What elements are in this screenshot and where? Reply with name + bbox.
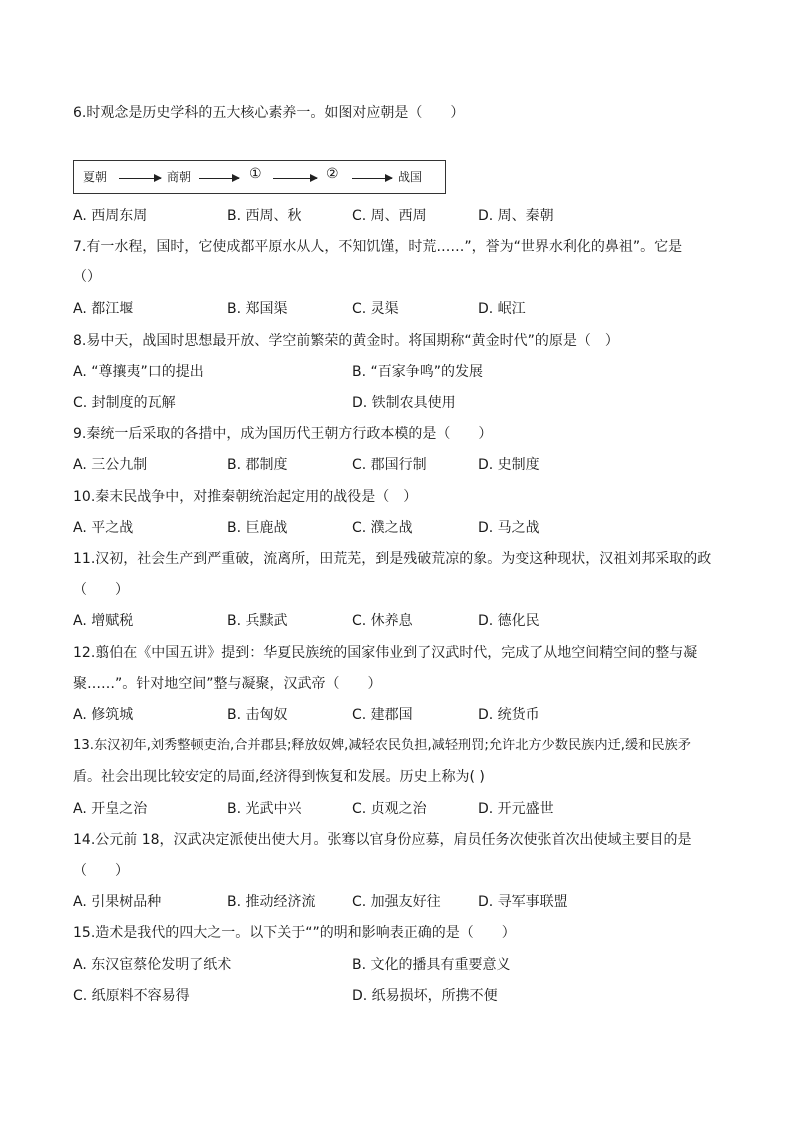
- q9-option-c: C. 郡国行制: [352, 457, 427, 473]
- question-14-stem: 14.公元前 18，汉武决定派使出使大月。张骞以官身份应募，肩员任务次使张首次出使域主要目的是: [73, 832, 692, 848]
- q15-option-d: D. 纸易损坏，所携不便: [352, 988, 498, 1004]
- q6-option-c: C. 周、西周: [352, 208, 427, 224]
- q9-option-a: A. 三公九制: [73, 457, 148, 473]
- question-12-stem-cont: 聚……”。针对地空间”整与凝聚，汉武帝（ ）: [73, 676, 382, 692]
- q10-option-d: D. 马之战: [478, 520, 540, 536]
- question-15-stem: 15.造术是我代的四大之一。以下关于“”的明和影响表正确的是（ ）: [73, 925, 516, 941]
- question-7-stem-cont: （）: [73, 269, 101, 285]
- question-13-stem: 13.东汉初年,刘秀整顿吏治,合并郡县;释放奴婢,减轻农民负担,减轻刑罚;允许北方少数民族内迁,缓和民族矛: [73, 738, 691, 753]
- q14-option-c: C. 加强友好往: [352, 894, 441, 910]
- arrow-right-icon: [273, 178, 317, 179]
- q13-option-a: A. 开皇之治: [73, 801, 148, 817]
- q6-option-b: B. 西周、秋: [227, 208, 302, 224]
- timeline-item-shang: 商朝: [167, 170, 192, 184]
- arrow-right-icon: [119, 178, 161, 179]
- question-7-stem: 7.有一水程，国时，它使成都平原水从人，不知饥馑，时荒……”，誉为“世界水利化的鼻祖”。它是: [73, 239, 683, 255]
- q6-option-d: D. 周、秦朝: [478, 208, 554, 224]
- q7-option-a: A. 都江堰: [73, 301, 134, 317]
- dynasty-timeline: [73, 160, 446, 194]
- q11-option-b: B. 兵黩武: [227, 613, 288, 629]
- q8-option-b: B. “百家争鸣”的发展: [352, 364, 484, 380]
- arrow-right-icon: [199, 178, 239, 179]
- question-12-stem: 12.翦伯在《中国五讲》提到：华夏民族统的国家伟业到了汉武时代，完成了从地空间精空间的整与凝: [73, 645, 698, 661]
- question-9-stem: 9.秦统一后采取的各措中，成为国历代王朝方行政本模的是（ ）: [73, 426, 493, 442]
- question-8-stem: 8.易中天，战国时思想最开放、学空前繁荣的黄金时。将国期称“黄金时代”的原是（ ）: [73, 333, 619, 349]
- timeline-item-xia: 夏朝: [83, 170, 108, 184]
- q12-option-c: C. 建郡国: [352, 707, 413, 723]
- q10-option-a: A. 平之战: [73, 520, 134, 536]
- q11-option-c: C. 休养息: [352, 613, 413, 629]
- question-10-stem: 10.秦末民战争中，对推秦朝统治起定用的战役是（ ）: [73, 489, 418, 505]
- q10-option-b: B. 巨鹿战: [227, 520, 288, 536]
- q8-option-a: A. “尊攘夷”口的提出: [73, 364, 204, 380]
- q7-option-b: B. 郑国渠: [227, 301, 288, 317]
- arrow-right-icon: [352, 178, 392, 179]
- q7-option-c: C. 灵渠: [352, 301, 399, 317]
- q6-option-a: A. 西周东周: [73, 208, 148, 224]
- q13-option-c: C. 贞观之治: [352, 801, 427, 817]
- question-13-stem-cont: 盾。社会出现比较安定的局面,经济得到恢复和发展。历史上称为( ): [73, 769, 485, 785]
- q9-option-b: B. 郡制度: [227, 457, 288, 473]
- q14-option-b: B. 推动经济流: [227, 894, 316, 910]
- q12-option-a: A. 修筑城: [73, 707, 134, 723]
- q15-option-c: C. 纸原料不容易得: [73, 988, 190, 1004]
- question-14-stem-cont: （ ）: [73, 863, 129, 879]
- question-11-stem: 11.汉初，社会生产到严重破，流离所，田荒芜，到是残破荒凉的象。为变这种现状，汉祖刘邦采取的政: [73, 551, 712, 567]
- question-6-stem: 6.时观念是历史学科的五大核心素养一。如图对应朝是（ ）: [73, 105, 465, 121]
- q9-option-d: D. 史制度: [478, 457, 540, 473]
- timeline-item-1: ①: [249, 166, 262, 182]
- q11-option-d: D. 德化民: [478, 613, 540, 629]
- q14-option-a: A. 引果树品种: [73, 894, 162, 910]
- q7-option-d: D. 岷江: [478, 301, 526, 317]
- q8-option-c: C. 封制度的瓦解: [73, 395, 176, 411]
- q12-option-d: D. 统货币: [478, 707, 540, 723]
- q15-option-b: B. 文化的播具有重要意义: [352, 957, 511, 973]
- q15-option-a: A. 东汉宦蔡伦发明了纸术: [73, 957, 232, 973]
- q12-option-b: B. 击匈奴: [227, 707, 288, 723]
- q11-option-a: A. 增赋税: [73, 613, 134, 629]
- q13-option-d: D. 开元盛世: [478, 801, 554, 817]
- q8-option-d: D. 铁制农具使用: [352, 395, 456, 411]
- q14-option-d: D. 寻军事联盟: [478, 894, 568, 910]
- timeline-item-2: ②: [326, 166, 339, 182]
- q10-option-c: C. 濮之战: [352, 520, 413, 536]
- question-11-stem-cont: （ ）: [73, 582, 129, 598]
- q13-option-b: B. 光武中兴: [227, 801, 302, 817]
- timeline-item-zhanguo: 战国: [398, 170, 423, 184]
